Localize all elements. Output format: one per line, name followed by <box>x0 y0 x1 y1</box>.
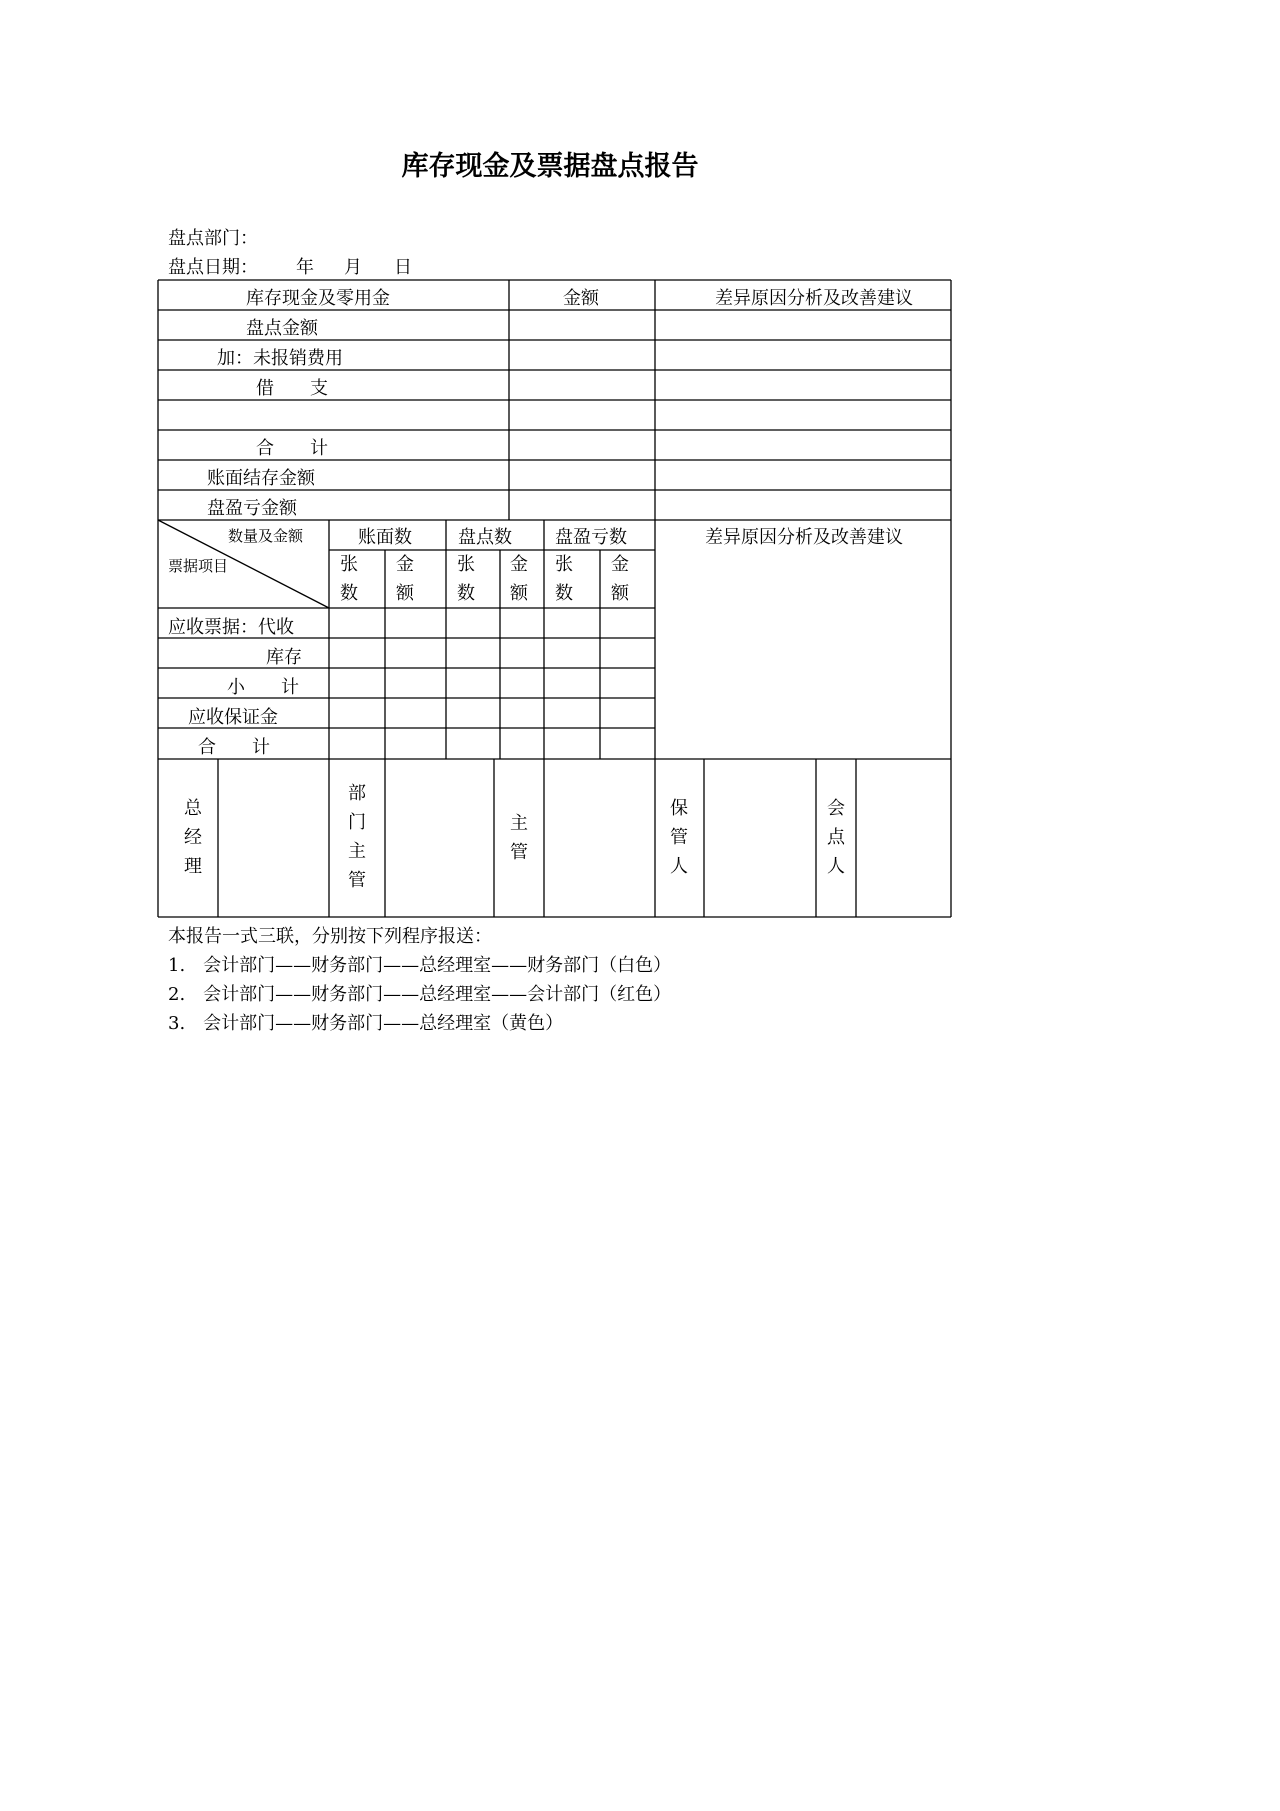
sub-diff-count: 张 数 <box>555 554 573 604</box>
notes-row-deposit: 应收保证金 <box>188 707 278 728</box>
dept-label: 盘点部门： <box>168 228 258 249</box>
notes-row-total: 合 计 <box>198 737 270 758</box>
date-year-label: 年 <box>296 257 314 278</box>
cash-row-book-balance: 账面结存金额 <box>207 468 315 489</box>
footer-item-3: 3. 会计部门——财务部门——总经理室（黄色） <box>168 1013 564 1034</box>
signature-counter-label: 会 点 人 <box>827 798 845 877</box>
group-book: 账面数 <box>358 527 412 548</box>
cash-row-total: 合 计 <box>256 438 328 459</box>
date-month-label: 月 <box>344 257 362 278</box>
sub-book-count: 张 数 <box>340 554 358 604</box>
date-label: 盘点日期： <box>168 257 258 278</box>
group-counted: 盘点数 <box>458 527 512 548</box>
signature-custodian-label: 保 管 人 <box>670 798 688 877</box>
group-surplus-deficit: 盘盈亏数 <box>555 527 627 548</box>
page-title: 库存现金及票据盘点报告 <box>401 151 699 182</box>
footer-item-1: 1. 会计部门——财务部门——总经理室——财务部门（白色） <box>168 955 672 976</box>
cash-row-loans: 借 支 <box>256 378 328 399</box>
footer-item-2: 2. 会计部门——财务部门——总经理室——会计部门（红色） <box>168 984 672 1005</box>
corner-note-item: 票据项目 <box>168 557 229 575</box>
signature-general-manager-label: 总 经 理 <box>184 798 202 877</box>
footer-intro: 本报告一式三联，分别按下列程序报送： <box>168 926 492 947</box>
cash-row-unreimbursed: 加：未报销费用 <box>217 348 343 369</box>
notes-analysis-header: 差异原因分析及改善建议 <box>705 527 903 548</box>
signature-supervisor-label: 主 管 <box>510 813 528 863</box>
cash-row-count-amount: 盘点金额 <box>246 318 318 339</box>
cash-header-amount: 金额 <box>563 288 599 309</box>
corner-quantity-amount: 数量及金额 <box>228 527 304 545</box>
cash-header-item: 库存现金及零用金 <box>246 288 390 309</box>
sub-book-amount: 金 额 <box>396 554 414 604</box>
notes-row-inventory: 库存 <box>266 647 302 668</box>
cash-header-analysis: 差异原因分析及改善建议 <box>715 288 913 309</box>
cash-row-surplus-deficit: 盘盈亏金额 <box>207 498 297 519</box>
notes-row-collection: 应收票据：代收 <box>168 617 294 638</box>
sub-counted-count: 张 数 <box>457 554 475 604</box>
sub-diff-amount: 金 额 <box>611 554 629 604</box>
notes-row-subtotal: 小 计 <box>227 677 299 698</box>
signature-dept-head-label: 部 门 主 管 <box>348 783 366 891</box>
date-day-label: 日 <box>394 257 412 278</box>
sub-counted-amount: 金 额 <box>510 554 528 604</box>
